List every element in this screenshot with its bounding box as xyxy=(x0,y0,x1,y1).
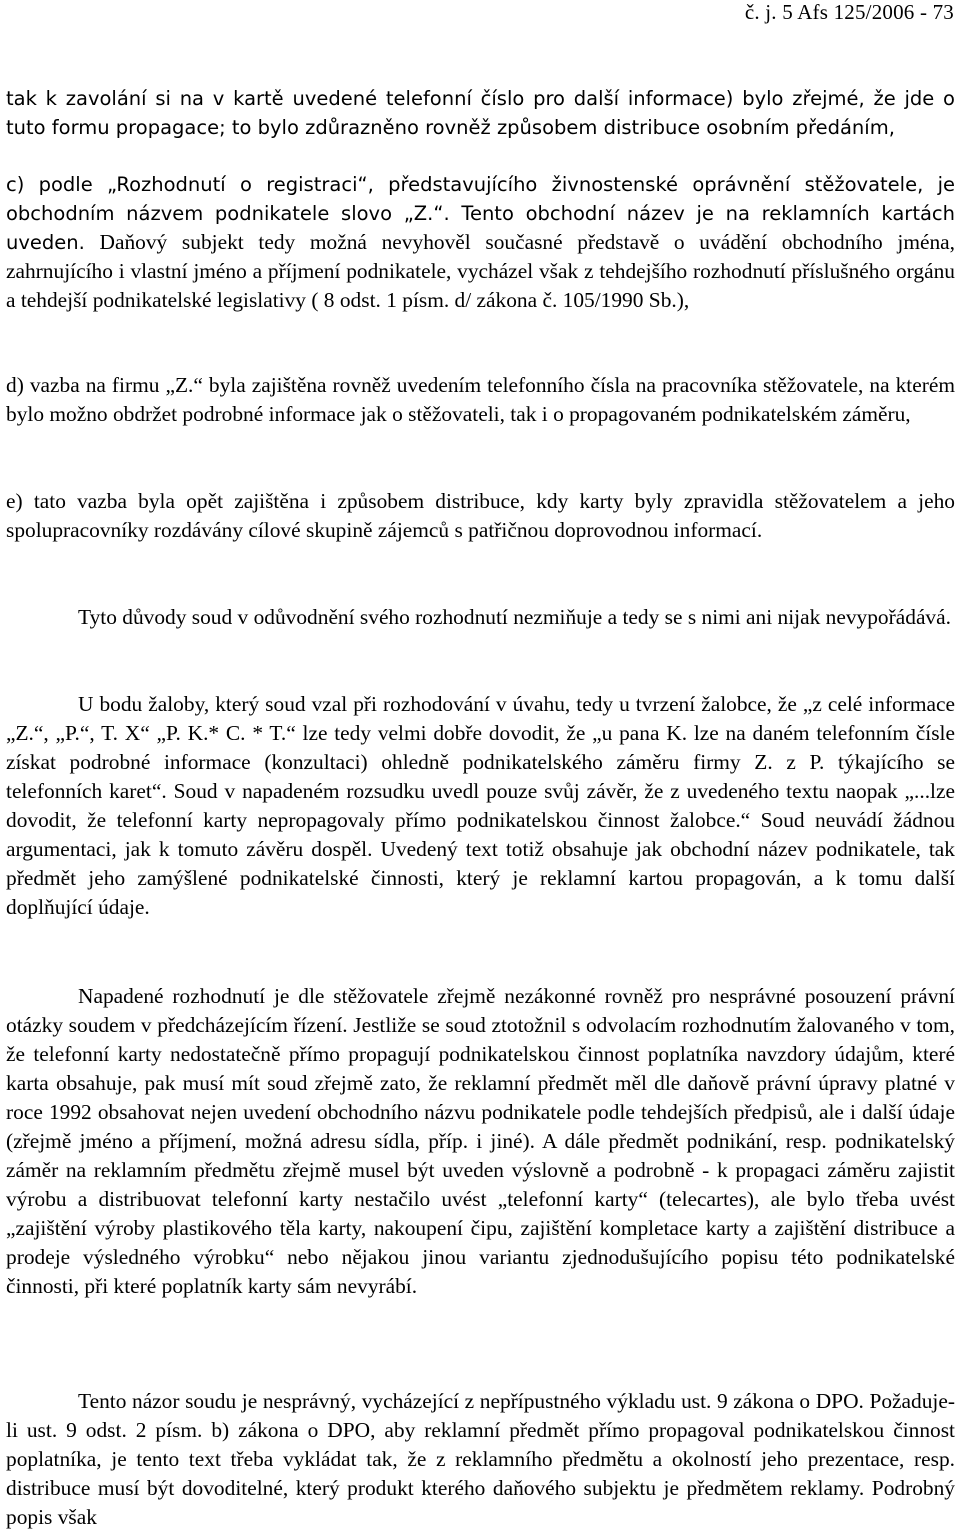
paragraph-tento-text: Tento názor soudu je nesprávný, vycházející z nepřípustného výkladu ust. 9 zákona o DPO. Požaduje-li ust. 9 odst. 2 písm. b) zákona o DPO, aby reklamní předmět přímo propagoval podnikatelskou činnost poplatníka, je tento text třeba vykládat tak, že z reklamního předmětu a okolností jeho prezentace, resp. distribuce musí být dovoditelné, který produkt kterého daňového subjektu je předmětem reklamy. Podrobný popis však xyxy=(6,1389,955,1529)
paragraph-e-text: e) tato vazba byla opět zajištěna i způsobem distribuce, kdy karty byly zpravidla stěžovatelem a jeho spolupracovníky rozdávány cílové skupině zájemců s patřičnou doprovodnou informací. xyxy=(6,489,955,542)
paragraph-b-text: tak k zavolání si na v kartě uvedené telefonní číslo pro další informace) bylo zřejmé, že jde o tuto formu propagace; to bylo zdůrazněno rovněž způsobem distribuce osobním předáním, xyxy=(6,87,955,139)
paragraph-e xyxy=(6,487,955,545)
paragraph-u-bodu-text: U bodu žaloby, který soud vzal při rozhodování v úvahu, tedy u tvrzení žalobce, že „z celé informace „Z.“, „P.“, T. X“ „P. K.* C. * T.“ lze tedy velmi dobře dovodit, že „u pana K. lze na daném telefonním čísle získat podrobné informace (konzultaci) ohledně podnikatelského záměru firmy Z. z P. týkajícího se telefonních karet“. Soud v napadeném rozsudku uvedl pouze svůj závěr, že z uvedeného textu naopak „...lze dovodit, že telefonní karty nepropagovaly přímo podnikatelskou činnost žalobce.“ Soud neuvádí žádnou argumentaci, jak k tomuto závěru dospěl. Uvedený text totiž obsahuje jak obchodní název podnikatele, tak předmět jeho zamýšlené podnikatelské činnosti, který je reklamní kartou propagován, a k tomu další doplňující údaje. xyxy=(6,692,955,919)
case-number-header: č. j. 5 Afs 125/2006 - 73 xyxy=(744,0,954,24)
paragraph-tyto xyxy=(6,603,955,632)
paragraph-b xyxy=(6,84,955,142)
paragraph-d-text: d) vazba na firmu „Z.“ byla zajištěna rovněž uvedením telefonního čísla na pracovníka stěžovatele, na kterém bylo možno obdržet podrobné informace jak o stěžovateli, tak i o propagovaném podnikatelském záměru, xyxy=(6,373,955,426)
paragraph-c-text-1: c) podle „Rozhodnutí o registraci“, představujícího živnostenské oprávnění stěžovatele, je obchodním názvem podnikatele slovo „Z.“. Tento obchodní název je na reklamních kartách uveden. xyxy=(6,173,955,254)
paragraph-c-text-2: Daňový subjekt tedy možná nevyhověl současné představě o uvádění obchodního jména, zahrnujícího i vlastní jméno a příjmení podnikatele, vycházel však z tehdejšího rozhodnutí příslušného orgánu a tehdejší podnikatelské legislativy ( 8 odst. 1 písm. d/ zákona č. 105/1990 Sb.), xyxy=(6,230,955,312)
paragraph-u-bodu xyxy=(6,690,955,922)
paragraph-c xyxy=(6,170,955,315)
paragraph-tyto-text: Tyto důvody soud v odůvodnění svého rozhodnutí nezmiňuje a tedy se s nimi ani nijak nevypořádává. xyxy=(78,605,951,629)
paragraph-tento xyxy=(6,1387,955,1532)
paragraph-napadene-text: Napadené rozhodnutí je dle stěžovatele zřejmě nezákonné rovněž pro nesprávné posouzení právní otázky soudem v předcházejícím řízení. Jestliže se soud ztotožnil s odvolacím rozhodnutím žalovaného v tom, že telefonní karty nedostatečně přímo propagují podnikatelskou činnost poplatníka navzdory údajům, které karta obsahuje, pak musí mít soud zřejmě zato, že reklamní předmět měl dle daňově právní úpravy platné v roce 1992 obsahovat nejen uvedení obchodního názvu podnikatele podle tehdejších předpisů, ale i další údaje (zřejmě jméno a příjmení, možná adresu sídla, příp. i jiné). A dále předmět podnikání, resp. podnikatelský záměr na reklamním předmětu zřejmě musel být uveden výslovně a podrobně - k propagaci záměru zajistit výrobu a distribuovat telefonní karty nestačilo uvést „telefonní karty“ (telecartes), ale bylo třeba uvést „zajištění výroby plastikového těla karty, nakoupení čipu, zajištění kompletace karty a zajištění distribuce a prodeje výsledného výrobku“ nebo nějakou jinou variantu zjednodušujícího popisu této podnikatelské činnosti, při které poplatník karty sám nevyrábí. xyxy=(6,984,955,1298)
paragraph-d xyxy=(6,371,955,429)
paragraph-napadene xyxy=(6,982,955,1301)
